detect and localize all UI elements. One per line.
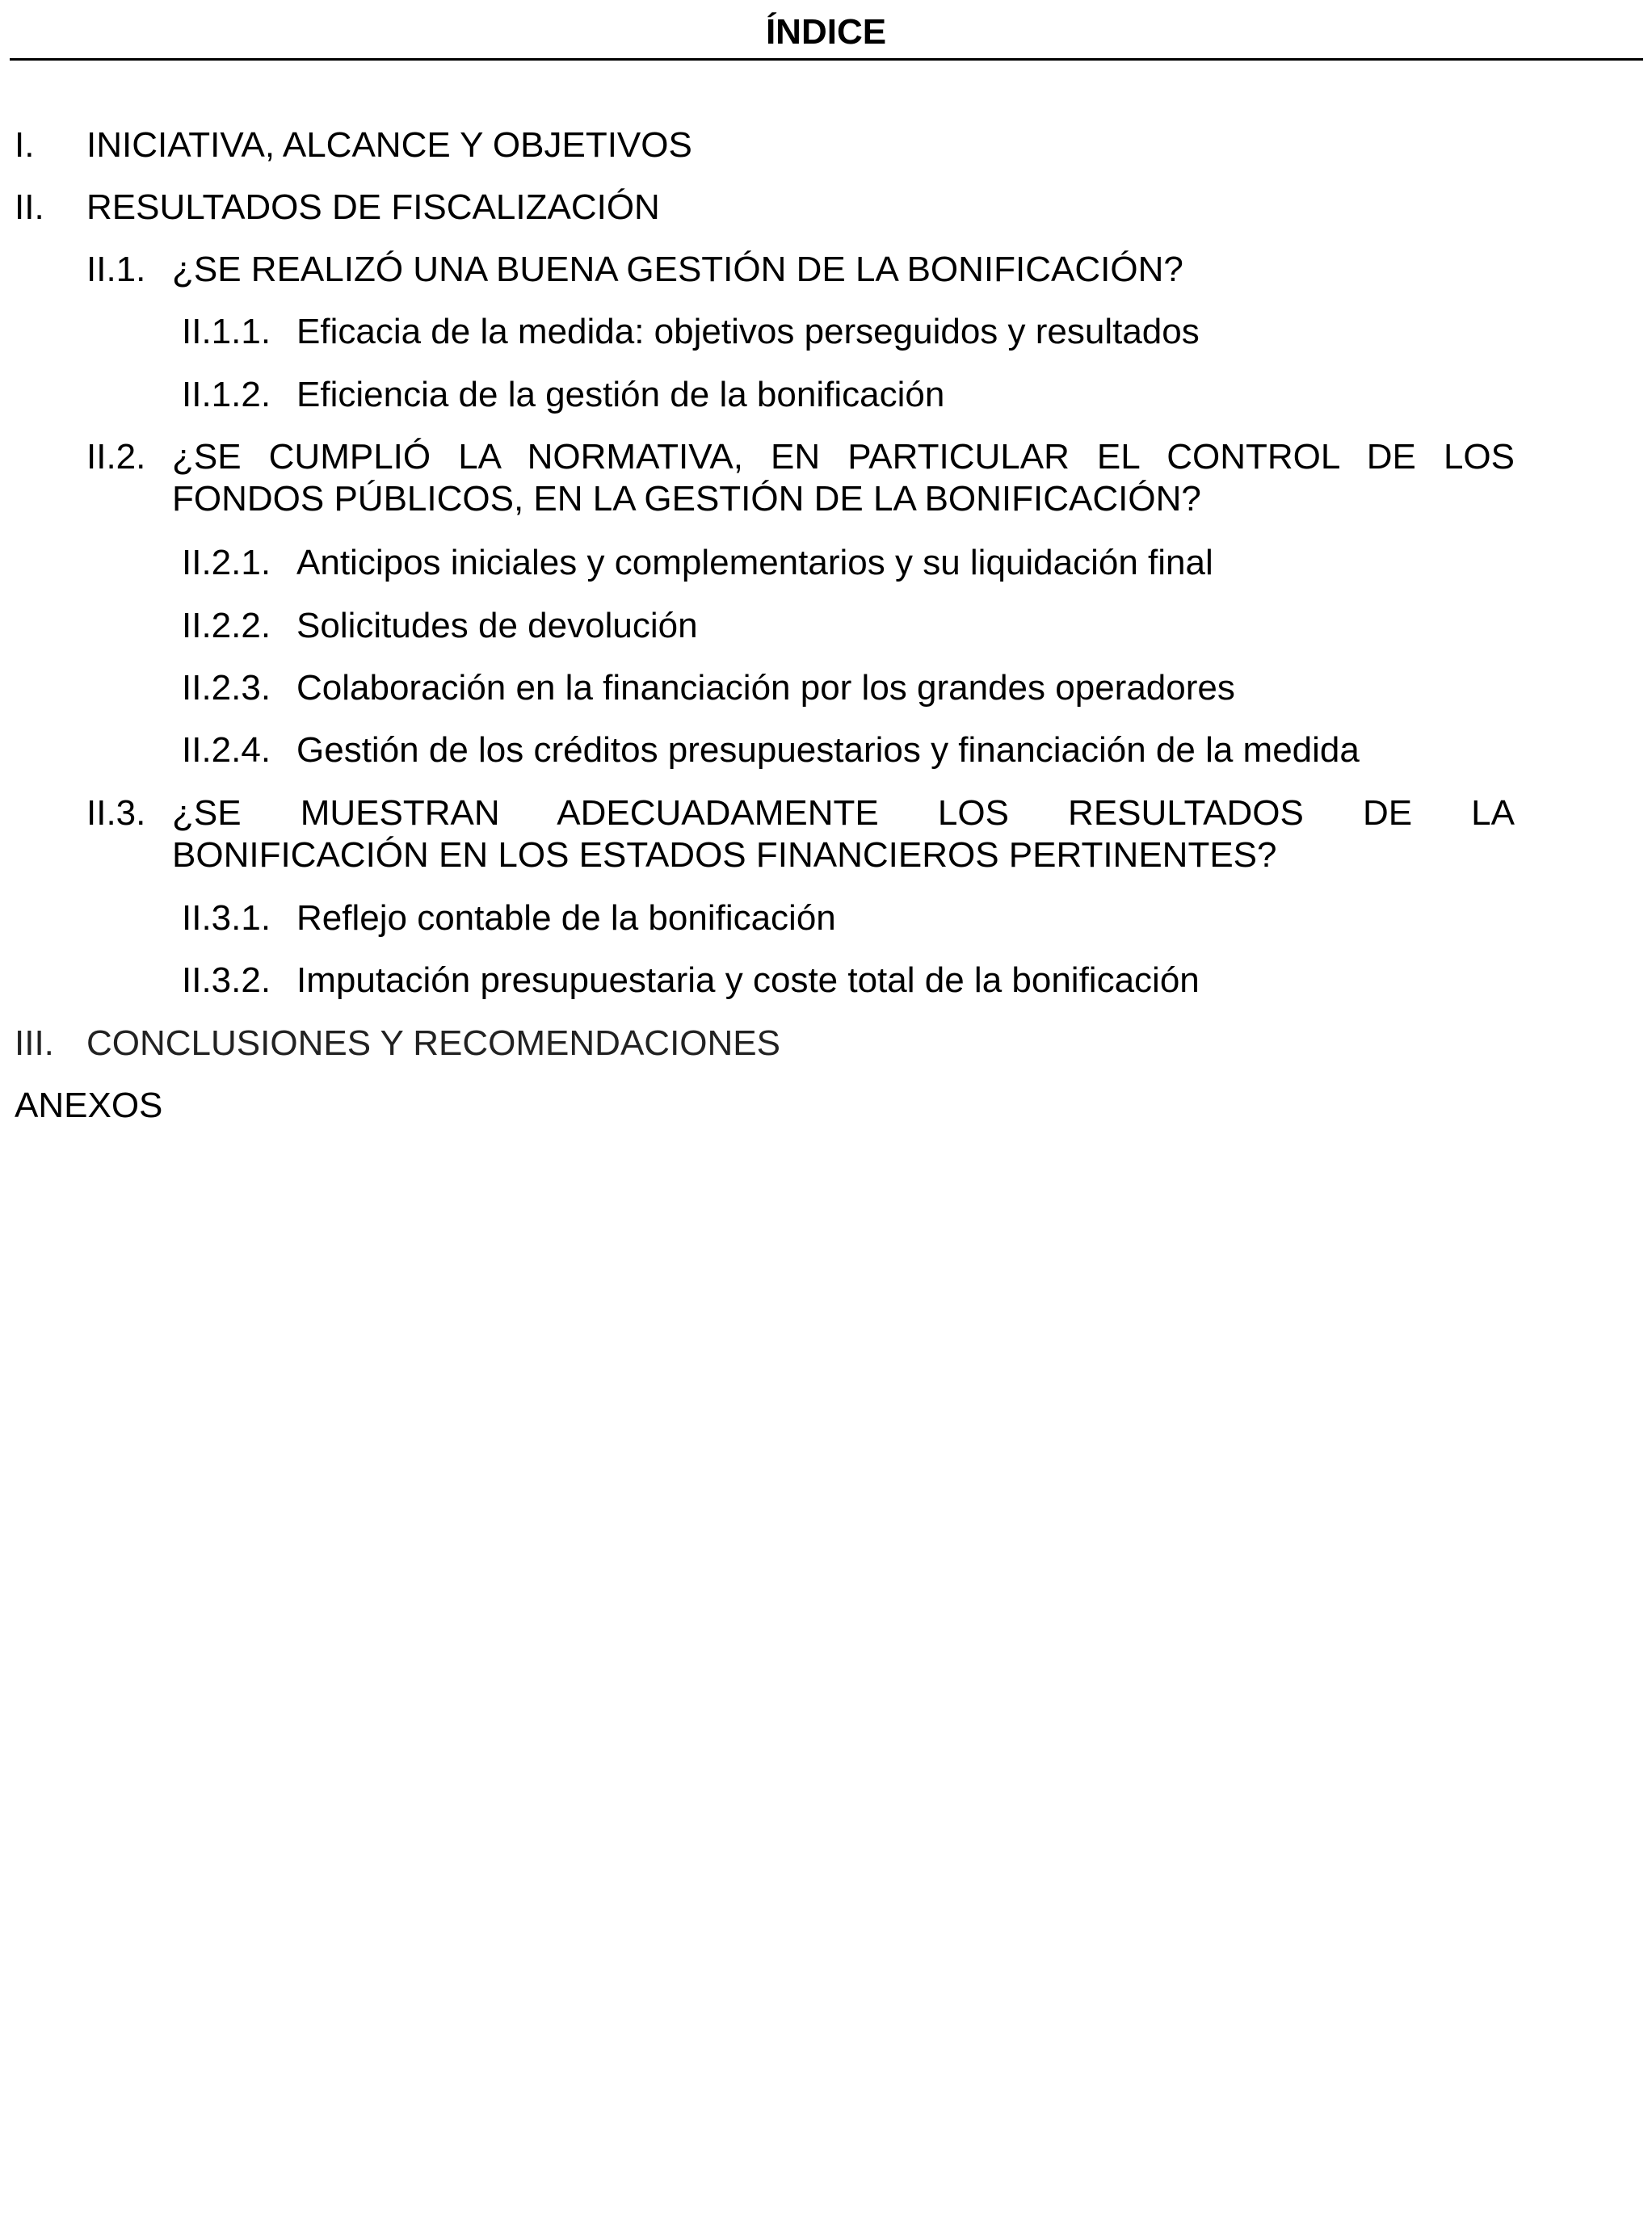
toc-number: II.3.1. [182, 898, 271, 938]
toc-text: Colaboración en la financiación por los grandes operadores [296, 668, 1235, 708]
toc-text: Reflejo contable de la bonificación [296, 898, 836, 938]
title-divider [10, 58, 1643, 61]
toc-number: II.2.3. [182, 668, 271, 708]
toc-number: I. [15, 125, 35, 165]
toc-text-line-1: ¿SE MUESTRAN ADECUADAMENTE LOS RESULTADOS DE LA [172, 793, 1515, 833]
toc-text-line-2: FONDOS PÚBLICOS, EN LA GESTIÓN DE LA BONIFICACIÓN? [172, 479, 1201, 519]
toc-number: II.1.1. [182, 312, 271, 351]
toc-entry-anexos[interactable] [15, 1085, 162, 1127]
toc-text: Eficacia de la medida: objetivos perseguidos y resultados [296, 312, 1200, 351]
toc-number: II.2.4. [182, 730, 271, 770]
toc-text: ANEXOS [15, 1086, 163, 1125]
toc-text: Anticipos iniciales y complementarios y su liquidación final [296, 543, 1213, 582]
toc-text: INICIATIVA, ALCANCE Y OBJETIVOS [86, 125, 692, 165]
toc-text: Gestión de los créditos presupuestarios y financiación de la medida [296, 730, 1360, 770]
toc-number: III. [15, 1023, 54, 1063]
toc-number: II.2.2. [182, 606, 271, 645]
toc-text [172, 436, 1515, 520]
toc-text-line-1: ¿SE CUMPLIÓ LA NORMATIVA, EN PARTICULAR EL CONTROL DE LOS [172, 437, 1515, 477]
toc-number: II. [15, 187, 44, 227]
page-title: ÍNDICE [765, 12, 887, 52]
toc-number: II.2. [86, 437, 146, 477]
toc-number: II.3.2. [182, 960, 271, 1000]
toc-number: II.3. [86, 793, 146, 833]
toc-text-line-2: BONIFICACIÓN EN LOS ESTADOS FINANCIEROS PERTINENTES? [172, 835, 1277, 875]
toc-text: RESULTADOS DE FISCALIZACIÓN [86, 187, 660, 227]
toc-number: II.1.2. [182, 375, 271, 414]
toc-text: Imputación presupuestaria y coste total de la bonificación [296, 960, 1200, 1000]
toc-text: Solicitudes de devolución [296, 606, 698, 645]
toc-number: II.1. [86, 250, 146, 289]
toc-text: ¿SE REALIZÓ UNA BUENA GESTIÓN DE LA BONIFICACIÓN? [172, 250, 1183, 289]
toc-text: Eficiencia de la gestión de la bonificación [296, 375, 945, 414]
toc-number: II.2.1. [182, 543, 271, 582]
toc-text [172, 792, 1515, 876]
toc-text: CONCLUSIONES Y RECOMENDACIONES [86, 1023, 780, 1063]
